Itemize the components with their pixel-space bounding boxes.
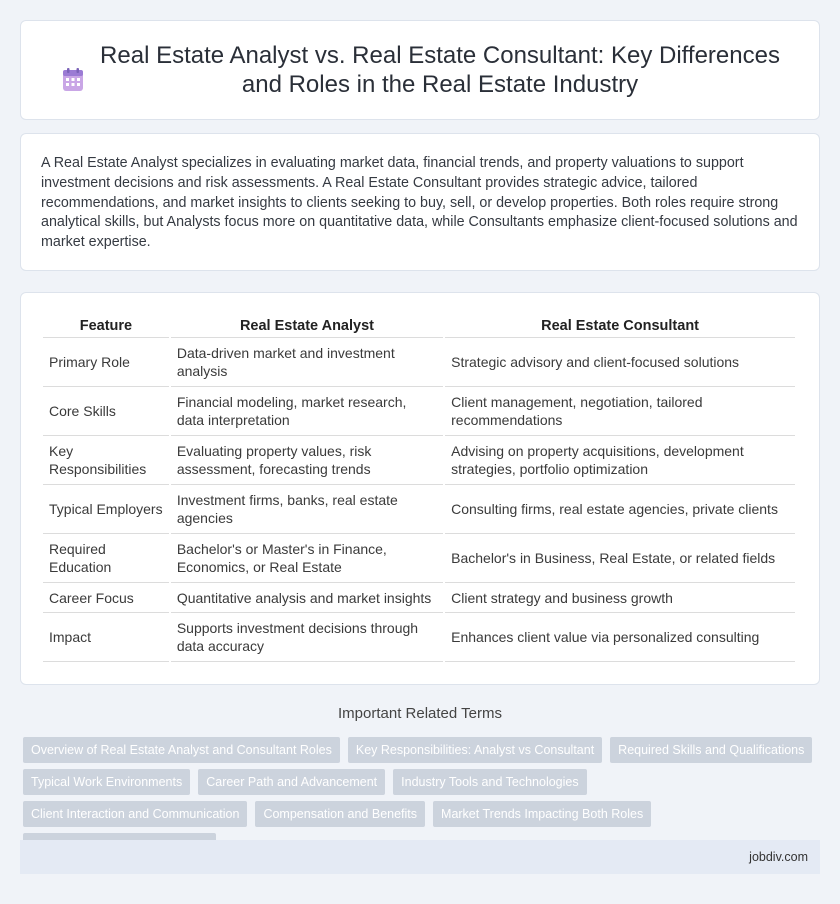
related-term-tag[interactable]: Key Responsibilities: Analyst vs Consultant [348, 737, 602, 763]
row-analyst: Evaluating property values, risk assessment, forecasting trends [171, 436, 443, 485]
related-term-tag[interactable]: Industry Tools and Technologies [393, 769, 586, 795]
row-feature: Core Skills [43, 387, 169, 436]
page-title: Real Estate Analyst vs. Real Estate Consultant: Key Differences and Roles in the Real Estate Industry [100, 42, 780, 98]
row-analyst: Data-driven market and investment analysis [171, 338, 443, 387]
calendar-grid-icon [60, 67, 86, 93]
header-analyst: Real Estate Analyst [171, 311, 443, 338]
row-analyst: Bachelor's or Master's in Finance, Economics, or Real Estate [171, 534, 443, 583]
row-consultant: Advising on property acquisitions, development strategies, portfolio optimization [445, 436, 795, 485]
table-row [43, 338, 795, 387]
row-consultant: Client management, negotiation, tailored recommendations [445, 387, 795, 436]
title-card [20, 20, 820, 120]
table-row [43, 387, 795, 436]
row-feature: Key Responsibilities [43, 436, 169, 485]
header-feature: Feature [43, 311, 169, 338]
table-row [43, 613, 795, 662]
row-consultant: Strategic advisory and client-focused solutions [445, 338, 795, 387]
related-term-tag[interactable]: Compensation and Benefits [255, 801, 425, 827]
row-feature: Impact [43, 613, 169, 662]
table-row [43, 534, 795, 583]
row-analyst: Investment firms, banks, real estate agencies [171, 485, 443, 534]
row-consultant: Client strategy and business growth [445, 583, 795, 613]
footer [20, 840, 820, 874]
row-analyst: Supports investment decisions through data accuracy [171, 613, 443, 662]
row-feature: Career Focus [43, 583, 169, 613]
row-consultant: Enhances client value via personalized consulting [445, 613, 795, 662]
intro-paragraph: A Real Estate Analyst specializes in evaluating market data, financial trends, and property valuations to support investment decisions and risk assessments. A Real Estate Consultant provides strategic advice, tailored recommendations, and market insights to clients seeking to buy, sell, or develop properties. Both roles require strong analytical skills, but Analysts focus more on quantitative data, while Consultants emphasize client-focused solutions and market expertise. [41, 155, 798, 251]
row-consultant: Consulting firms, real estate agencies, private clients [445, 485, 795, 534]
related-term-tag[interactable]: Required Skills and Qualifications [610, 737, 812, 763]
comparison-card [20, 292, 820, 685]
footer-site-link[interactable]: jobdiv.com [749, 850, 808, 864]
table-row [43, 485, 795, 534]
row-feature: Required Education [43, 534, 169, 583]
comparison-table [41, 311, 797, 662]
row-analyst: Financial modeling, market research, data interpretation [171, 387, 443, 436]
intro-card [20, 133, 820, 271]
related-term-tag[interactable]: Client Interaction and Communication [23, 801, 247, 827]
related-term-tag[interactable]: Overview of Real Estate Analyst and Consultant Roles [23, 737, 340, 763]
table-row [43, 436, 795, 485]
related-term-tag[interactable]: Market Trends Impacting Both Roles [433, 801, 651, 827]
row-feature: Primary Role [43, 338, 169, 387]
row-consultant: Bachelor's in Business, Real Estate, or related fields [445, 534, 795, 583]
table-header-row [43, 311, 795, 338]
row-analyst: Quantitative analysis and market insights [171, 583, 443, 613]
table-row [43, 583, 795, 613]
header-consultant: Real Estate Consultant [445, 311, 795, 338]
row-feature: Typical Employers [43, 485, 169, 534]
related-term-tag[interactable]: Typical Work Environments [23, 769, 190, 795]
related-term-tag[interactable]: Career Path and Advancement [198, 769, 385, 795]
related-terms-title: Important Related Terms [338, 705, 502, 722]
